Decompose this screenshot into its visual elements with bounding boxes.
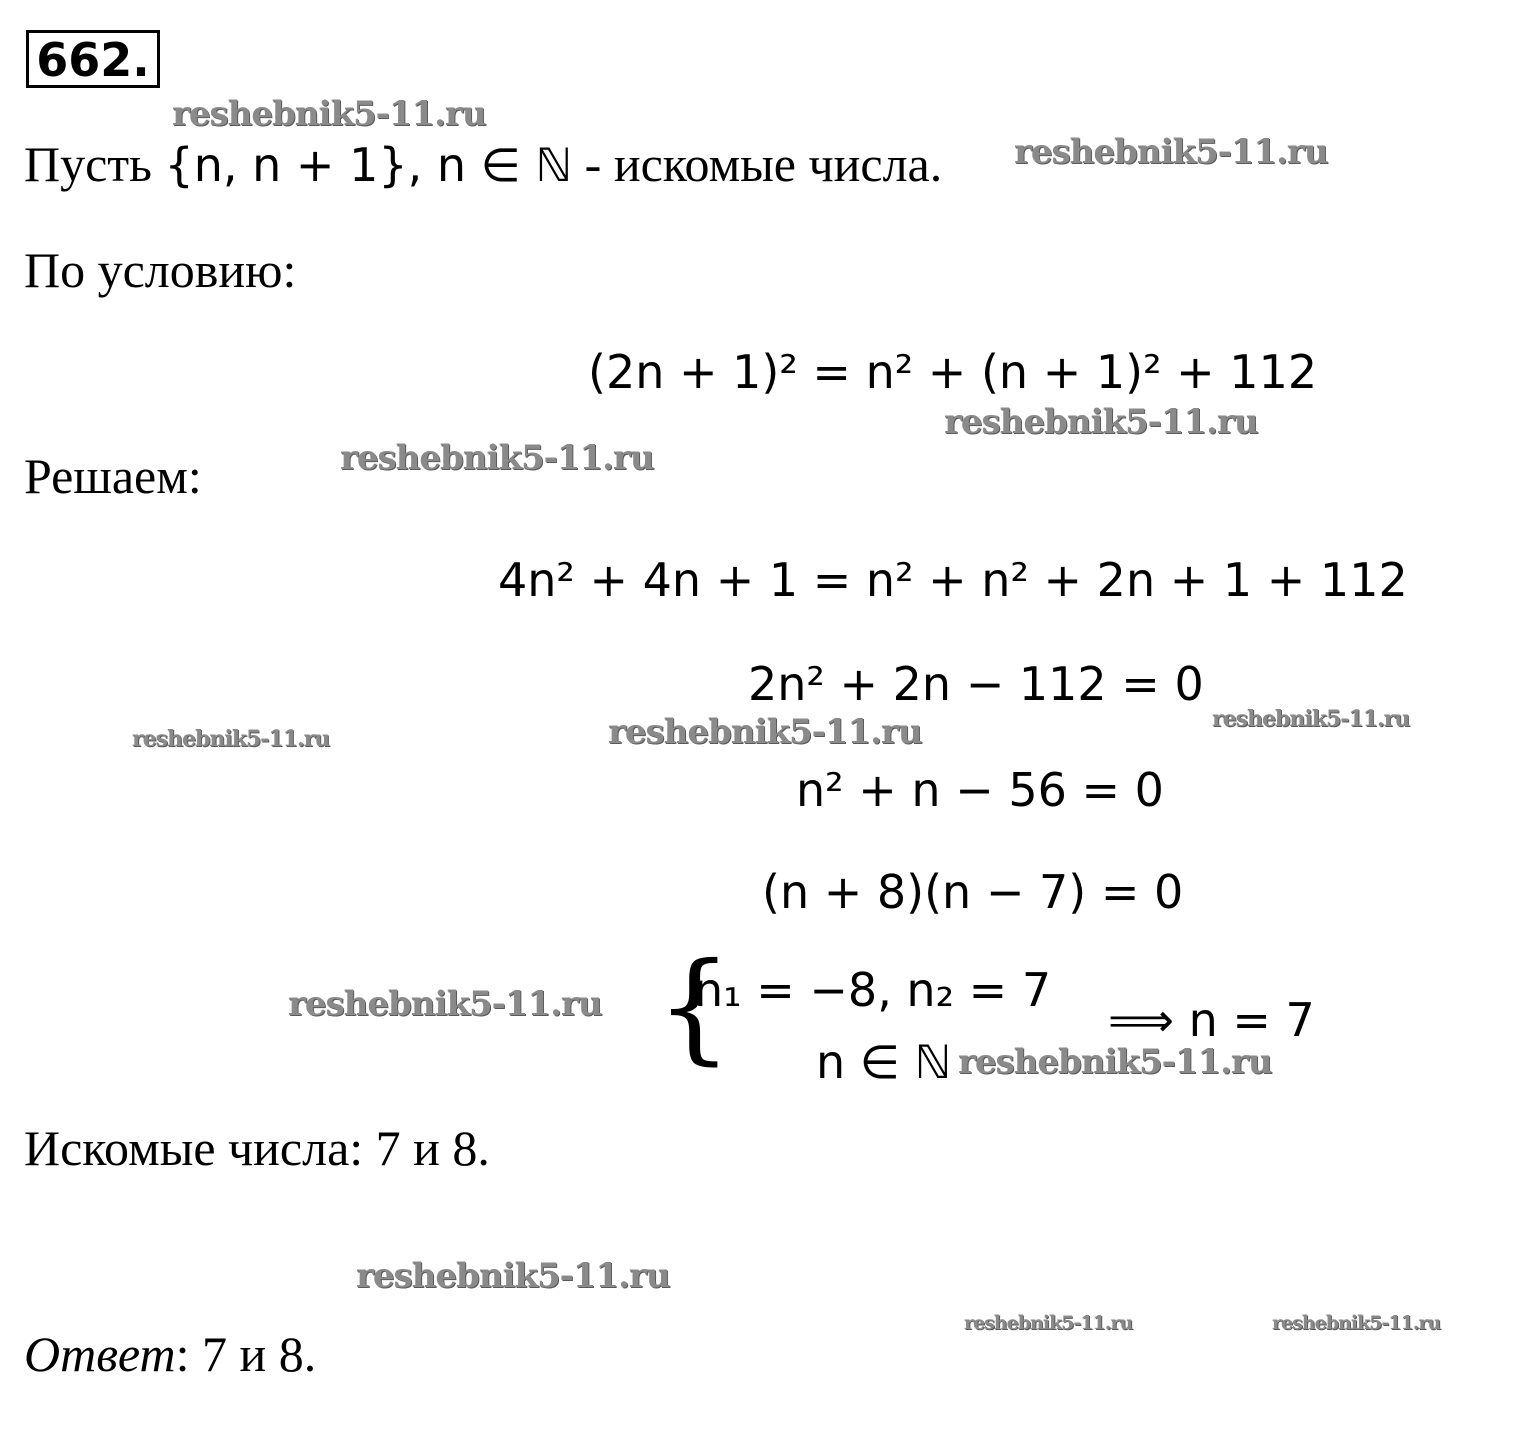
watermark: reshebnik5-11.ru xyxy=(964,1312,1133,1334)
intro-prefix: Пусть xyxy=(24,136,165,192)
watermark: reshebnik5-11.ru xyxy=(1014,132,1328,172)
solve-label: Решаем: xyxy=(24,448,202,504)
step-factored: (n + 8)(n − 7) = 0 xyxy=(762,865,1184,919)
problem-number: 662. xyxy=(26,30,160,88)
intro-suffix: - искомые числа. xyxy=(572,136,943,192)
watermark: reshebnik5-11.ru xyxy=(172,94,486,134)
answer-value: : 7 и 8. xyxy=(175,1326,317,1382)
condition-label: По условию: xyxy=(24,242,297,298)
watermark: reshebnik5-11.ru xyxy=(1272,1312,1441,1334)
watermark: reshebnik5-11.ru xyxy=(132,726,330,752)
system-result: ⟹ n = 7 xyxy=(1108,993,1315,1047)
watermark: reshebnik5-11.ru xyxy=(944,402,1258,442)
watermark: reshebnik5-11.ru xyxy=(288,984,602,1024)
watermark: reshebnik5-11.ru xyxy=(1212,706,1410,732)
intro-set: {n, n + 1}, n ∈ ℕ xyxy=(164,138,573,192)
answer-label: Ответ xyxy=(24,1326,176,1382)
intro-line xyxy=(24,134,942,194)
watermark: reshebnik5-11.ru xyxy=(958,1042,1272,1082)
watermark: reshebnik5-11.ru xyxy=(356,1256,670,1296)
system-brace: { xyxy=(656,938,733,1077)
step-expanded: 4n² + 4n + 1 = n² + n² + 2n + 1 + 112 xyxy=(498,553,1408,607)
system-roots: n₁ = −8, n₂ = 7 xyxy=(694,963,1052,1017)
system-domain: n ∈ ℕ xyxy=(816,1035,952,1089)
watermark: reshebnik5-11.ru xyxy=(608,712,922,752)
step-reduced: n² + n − 56 = 0 xyxy=(796,763,1164,817)
conclusion-line: Искомые числа: 7 и 8. xyxy=(24,1120,490,1176)
condition-equation: (2n + 1)² = n² + (n + 1)² + 112 xyxy=(588,345,1318,399)
step-simplified: 2n² + 2n − 112 = 0 xyxy=(748,657,1204,711)
watermark: reshebnik5-11.ru xyxy=(340,438,654,478)
answer-line xyxy=(24,1324,316,1384)
